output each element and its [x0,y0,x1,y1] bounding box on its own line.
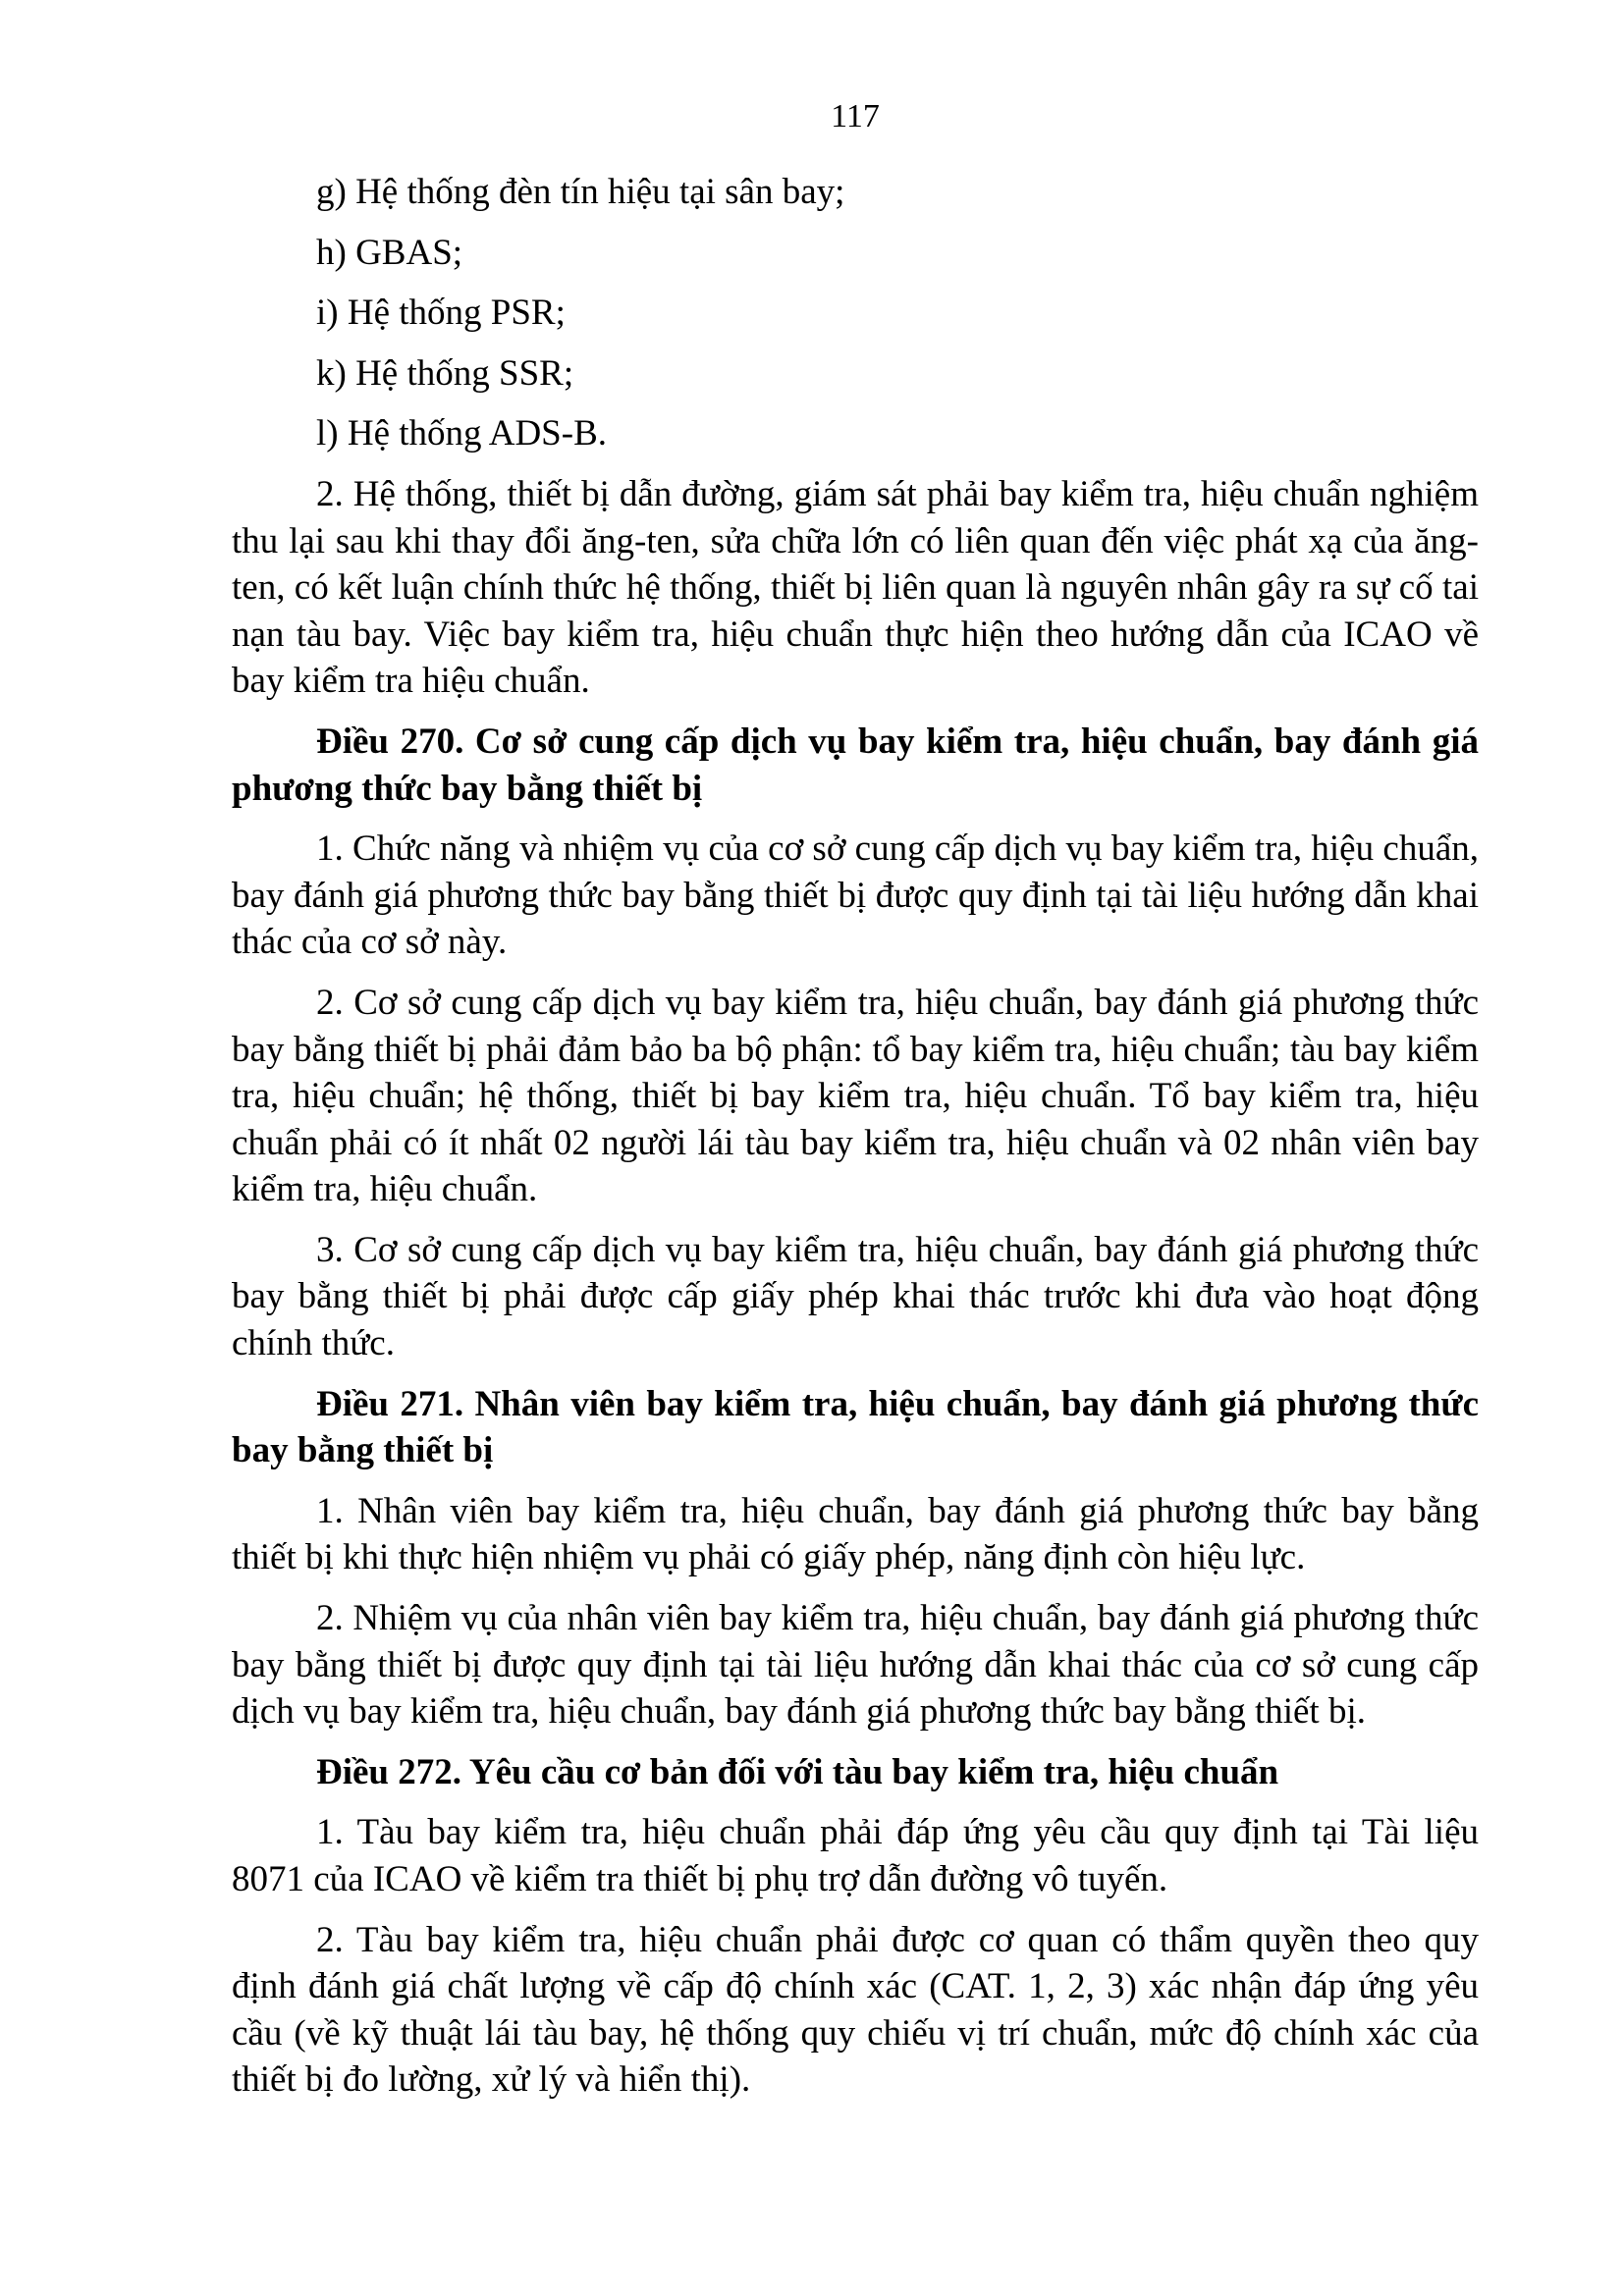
article-270-paragraph: 2. Cơ sở cung cấp dịch vụ bay kiểm tra, hiệu chuẩn, bay đánh giá phương thức bay bằng thiết bị phải đảm bảo ba bộ phận: tổ bay kiểm tra, hiệu chuẩn; tàu bay kiểm tra, hiệu chuẩn; hệ thống, thiết bị bay kiểm tra, hiệu chuẩn. Tổ bay kiểm tra, hiệu chuẩn phải có ít nhất 02 người lái tàu bay kiểm tra, hiệu chuẩn và 02 nhân viên bay kiểm tra, hiệu chuẩn. [232,982,1479,1210]
article-271-heading: Điều 271. Nhân viên bay kiểm tra, hiệu chuẩn, bay đánh giá phương thức bay bằng thiết bị [232,1383,1479,1471]
article-270-heading: Điều 270. Cơ sở cung cấp dịch vụ bay kiểm tra, hiệu chuẩn, bay đánh giá phương thức bay bằng thiết bị [232,721,1479,809]
article-271-paragraph: 1. Nhân viên bay kiểm tra, hiệu chuẩn, bay đánh giá phương thức bay bằng thiết bị khi thực hiện nhiệm vụ phải có giấy phép, năng định còn hiệu lực. [232,1490,1479,1578]
article-271-paragraph: 2. Nhiệm vụ của nhân viên bay kiểm tra, hiệu chuẩn, bay đánh giá phương thức bay bằng thiết bị được quy định tại tài liệu hướng dẫn khai thác của cơ sở cung cấp dịch vụ bay kiểm tra, hiệu chuẩn, bay đánh giá phương thức bay bằng thiết bị. [232,1598,1479,1733]
article-272-heading: Điều 272. Yêu cầu cơ bản đối với tàu bay kiểm tra, hiệu chuẩn [316,1751,1279,1792]
page-content [232,169,1479,2117]
list-item-k: k) Hệ thống SSR; [316,352,574,394]
list-item-h: h) GBAS; [316,232,463,273]
list-item-g: g) Hệ thống đèn tín hiệu tại sân bay; [316,172,845,212]
article-272-paragraph: 2. Tàu bay kiểm tra, hiệu chuẩn phải được cơ quan có thẩm quyền theo quy định đánh giá chất lượng về cấp độ chính xác (CAT. 1, 2, 3) xác nhận đáp ứng yêu cầu (về kỹ thuật lái tàu bay, hệ thống quy chiếu vị trí chuẩn, mức độ chính xác của thiết bị đo lường, xử lý và hiển thị). [232,1919,1479,2101]
page-number: 117 [831,98,880,134]
article-270-paragraph: 1. Chức năng và nhiệm vụ của cơ sở cung cấp dịch vụ bay kiểm tra, hiệu chuẩn, bay đánh giá phương thức bay bằng thiết bị được quy định tại tài liệu hướng dẫn khai thác của cơ sở này. [232,828,1479,963]
article-270-paragraph: 3. Cơ sở cung cấp dịch vụ bay kiểm tra, hiệu chuẩn, bay đánh giá phương thức bay bằng thiết bị phải được cấp giấy phép khai thác trước khi đưa vào hoạt động chính thức. [232,1229,1479,1364]
paragraph-clause-2: 2. Hệ thống, thiết bị dẫn đường, giám sát phải bay kiểm tra, hiệu chuẩn nghiệm thu lại sau khi thay đổi ăng-ten, sửa chữa lớn có liên quan đến việc phát xạ của ăng-ten, có kết luận chính thức hệ thống, thiết bị liên quan là nguyên nhân gây ra sự cố tai nạn tàu bay. Việc bay kiểm tra, hiệu chuẩn thực hiện theo hướng dẫn của ICAO về bay kiểm tra hiệu chuẩn. [232,473,1479,702]
list-item-i: i) Hệ thống PSR; [316,293,566,334]
article-272-paragraph: 1. Tàu bay kiểm tra, hiệu chuẩn phải đáp ứng yêu cầu quy định tại Tài liệu 8071 của ICAO về kiểm tra thiết bị phụ trợ dẫn đường vô tuyến. [232,1812,1479,1899]
list-item-l: l) Hệ thống ADS-B. [316,413,607,454]
